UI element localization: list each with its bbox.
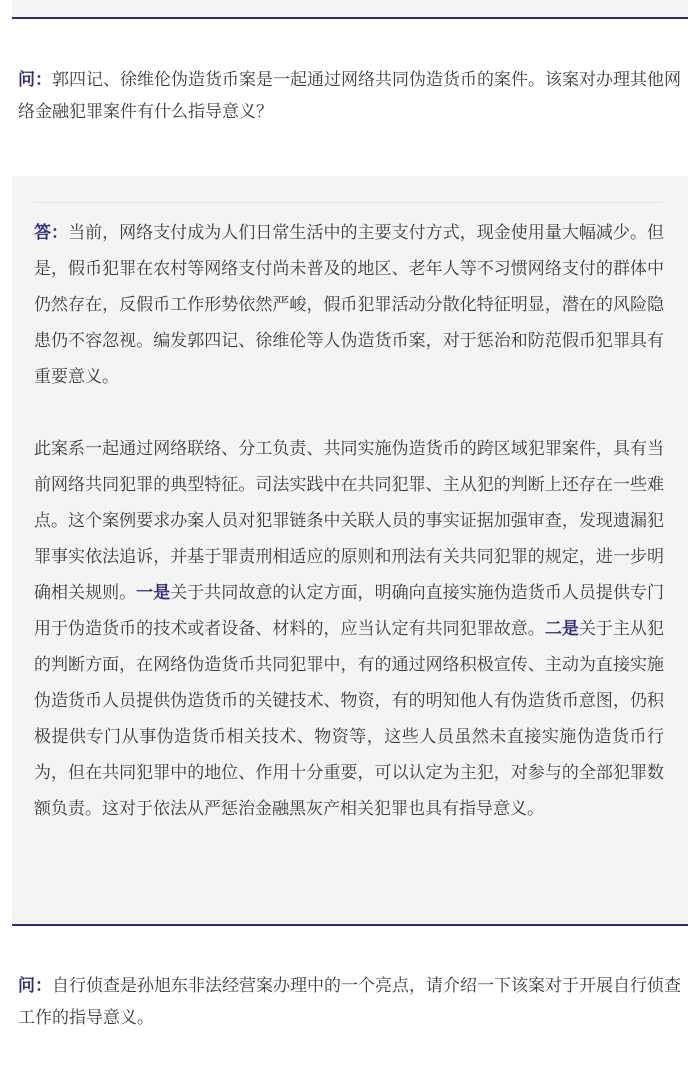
answer-text-2c: 关于主从犯的判断方面，在网络伪造货币共同犯罪中，有的通过网络积极宣传、主动为直接实施伪造货币人员提供伪造货币的关键技术、物资，有的明知他人有伪造货币意图，仍积极提供专门从事伪造货币相关技术、物资等，这些人员虽然未直接实施伪造货币行为，但在共同犯罪中的地位、作用十分重要，可以认定为主犯，对参与的全部犯罪数额负责。这对于依法从严惩治金融黑灰产相关犯罪也具有指导意义。 (34, 619, 665, 819)
point-1-label: 一是 (136, 583, 171, 603)
answer-label: 答： (34, 223, 69, 243)
question-label: 问： (18, 70, 52, 90)
question-2 (18, 970, 682, 1034)
answer-paragraph-2 (34, 431, 664, 827)
point-2-label: 二是 (544, 619, 579, 639)
answer-text-2b: 关于共同故意的认定方面，明确向直接实施伪造货币人员提供专门用于伪造货币的技术或者设备、材料的，应当认定有共同犯罪故意。 (34, 583, 665, 639)
question-text: 郭四记、徐维伦伪造货币案是一起通过网络共同伪造货币的案件。该案对办理其他网络金融犯罪案件有什么指导意义？ (18, 70, 681, 122)
answer-text-2a: 此案系一起通过网络联络、分工负责、共同实施伪造货币的跨区域犯罪案件，具有当前网络共同犯罪的典型特征。司法实践中在共同犯罪、主从犯的判断上还存在一些难点。这个案例要求办案人员对犯罪链条中关联人员的事实证据加强审查，发现遗漏犯罪事实依法追诉，并基于罪责刑相适应的原则和刑法有关共同犯罪的规定，进一步明确相关规则。 (34, 439, 664, 603)
answer-paragraph-1 (34, 215, 664, 395)
previous-section-panel (12, 0, 688, 18)
section-divider-bottom (12, 924, 688, 926)
question-text: 自行侦查是孙旭东非法经营案办理中的一个亮点，请介绍一下该案对于开展自行侦查工作的指导意义。 (18, 976, 681, 1028)
answer-panel-divider (34, 202, 662, 203)
section-divider-top (12, 17, 688, 19)
question-1 (18, 64, 682, 128)
answer-text-1: 当前，网络支付成为人们日常生活中的主要支付方式，现金使用量大幅减少。但是，假币犯罪在农村等网络支付尚未普及的地区、老年人等不习惯网络支付的群体中仍然存在，反假币工作形势依然严峻，假币犯罪活动分散化特征明显，潜在的风险隐患仍不容忽视。编发郭四记、徐维伦等人伪造货币案，对于惩治和防范假币犯罪具有重要意义。 (34, 223, 665, 387)
question-label: 问： (18, 976, 52, 996)
